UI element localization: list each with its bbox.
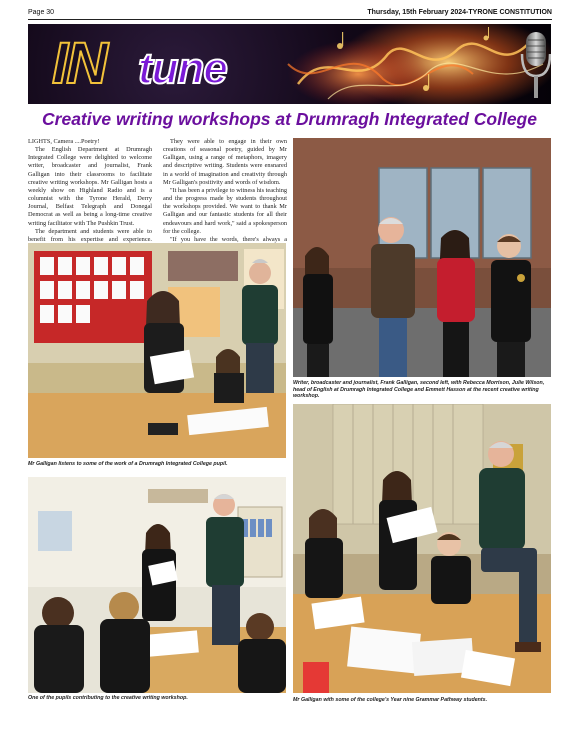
photo-pupil-contributing (28, 477, 286, 693)
photo-caption: Mr Galligan with some of the college's Year nine Grammar Pathway students. (293, 697, 488, 703)
brand-in: IN (52, 31, 106, 96)
article-column-2 (163, 138, 287, 260)
photo-caption: Mr Galligan listens to some of the work of a Drumragh Integrated College pupil. (28, 461, 228, 467)
article-paragraph: They were able to engage in their own creations of seasonal poetry, guided by Mr Galligan, using a range of metaphors, imagery and descriptive writing. Students were ensnared in a world of imagination and creativity through Mr Galligan's positivity and words of wisdom. (163, 138, 287, 186)
article-paragraph: The department and students were able to benefit from his expertise and experience. (28, 227, 152, 243)
article-paragraph: LIGHTS, Camera ....Poetry! (28, 138, 100, 145)
banner-artwork (28, 24, 551, 104)
date-masthead: Thursday, 15th February 2024-TYRONE CONSTITUTION (367, 9, 552, 16)
article-paragraph: The English Department at Drumragh Integrated College were delighted to welcome writer, broadcaster and journalist, Frank Galligan into their classrooms to facilitate creative writing workshops. Mr Galligan hosts a weekly show on Highland Radio and is a columnist with the Tyrone Herald, Derry Journal, Belfast Telegraph and Donegal Democrat as well as being a long-time creative writing facilitator with The Pushkin Trust. (28, 146, 152, 227)
article-headline: Creative writing workshops at Drumragh Integrated College (42, 109, 537, 129)
article-paragraph: "It has been a privilege to witness his teaching and the progress made by students throughout the workshops provided. We want to thank Mr Galligan and our fantastic students for all their endeavours and hard work," said a spokesperson for the college. (163, 186, 287, 235)
brand-tune: tune (138, 44, 227, 93)
photo-year-nine-students (293, 404, 551, 693)
photo-group-portrait (293, 138, 551, 377)
intune-banner (28, 24, 551, 104)
page-number: Page 30 (28, 9, 55, 16)
photo-caption: One of the pupils contributing to the creative writing workshop. (28, 695, 188, 701)
photo-classroom-reading (28, 243, 286, 458)
photo-caption: Writer, broadcaster and journalist, Frank Galligan, second left, with Rebecca Morrison, Julie Wilson, head of English at Drumragh Integrated College and Emmett Hasson at the recent creative writing workshop. (293, 380, 545, 400)
header-rule (28, 19, 552, 20)
article-paragraph: "If you have the words, there's always a (170, 235, 287, 243)
